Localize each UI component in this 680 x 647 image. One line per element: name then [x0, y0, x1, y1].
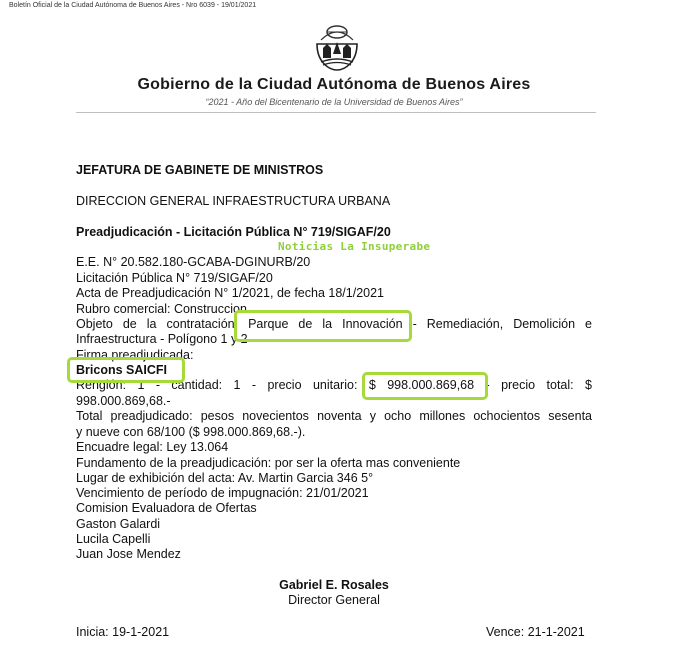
vencimiento-line: Vencimiento de período de impugnación: 21/01/2021 [76, 486, 369, 500]
signatory-title: Director General [288, 593, 380, 607]
comision-line: Comision Evaluadora de Ofertas [76, 501, 257, 515]
acta-line: Acta de Preadjudicación N° 1/2021, de fecha 18/1/2021 [76, 286, 384, 300]
rubro-line: Rubro comercial: Construccion [76, 302, 247, 316]
vence-date: Vence: 21-1-2021 [486, 625, 585, 639]
government-title: Gobierno de la Ciudad Autónoma de Buenos Aires [137, 76, 531, 93]
document-heading: Preadjudicación - Licitación Pública N° 719/SIGAF/20 [76, 225, 391, 239]
signatory-name: Gabriel E. Rosales [279, 578, 389, 592]
total-line-2: y nueve con 68/100 ($ 998.000.869,68.-). [76, 425, 306, 439]
department-title: JEFATURA DE GABINETE DE MINISTROS [76, 163, 324, 177]
city-seal-icon [309, 14, 365, 72]
header-divider [76, 112, 596, 113]
fundamento-line: Fundamento de la preadjudicación: por ser la oferta mas conveniente [76, 456, 461, 470]
member-capelli: Lucila Capelli [76, 532, 151, 546]
bulletin-header: Boletín Oficial de la Ciudad Autónoma de Buenos Aires - Nro 6039 - 19/01/2021 [9, 2, 257, 9]
inicia-date: Inicia: 19-1-2021 [76, 625, 170, 639]
firma-name: Bricons SAICFI [76, 363, 167, 377]
encuadre-line: Encuadre legal: Ley 13.064 [76, 440, 229, 454]
total-line-1: Total preadjudicado: pesos novecientos noventa y ocho millones ochocientos sesenta [76, 409, 592, 423]
ee-line: E.E. N° 20.582.180-GCABA-DGINURB/20 [76, 255, 311, 269]
member-mendez: Juan Jose Mendez [76, 547, 181, 561]
firma-label: Firma preadjudicada: [76, 348, 194, 362]
member-galardi: Gaston Galardi [76, 517, 161, 531]
directorate-title: DIRECCION GENERAL INFRAESTRUCTURA URBANA [76, 194, 391, 208]
renglon-line-2: 998.000.869,68.- [76, 394, 171, 408]
lugar-line: Lugar de exhibición del acta: Av. Martin Garcia 346 5° [76, 471, 374, 485]
government-motto: “2021 - Año del Bicentenario de la Universidad de Buenos Aires” [205, 97, 463, 107]
licitacion-line: Licitación Pública N° 719/SIGAF/20 [76, 271, 273, 285]
renglon-line-1: Renglón: 1 - cantidad: 1 - precio unitario: $ 998.000.869,68 - precio total: $ [76, 378, 592, 392]
watermark-text: Noticias La Insuperabe [278, 240, 431, 253]
objeto-line-1: Objeto de la contratación: Parque de la Innovación - Remediación, Demolición e [76, 317, 592, 331]
objeto-line-2: Infraestructura - Polígono 1 y 2 [76, 332, 248, 346]
